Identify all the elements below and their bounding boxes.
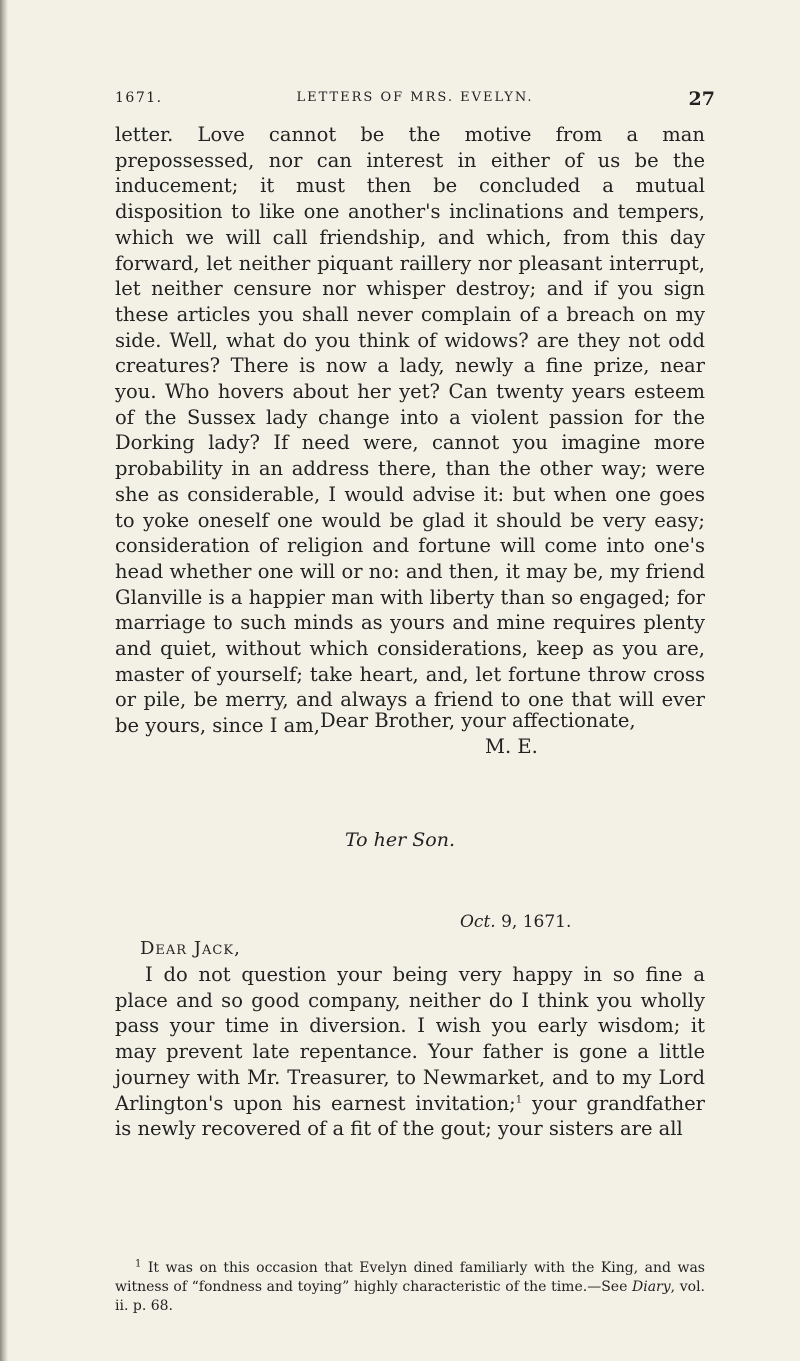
footnote-paragraph — [115, 1259, 705, 1316]
footnote — [115, 1259, 705, 1316]
letter-heading: To her Son. — [344, 829, 455, 851]
date-month: Oct. — [460, 912, 496, 932]
running-head-year: 1671. — [115, 90, 163, 106]
first-letter-body — [115, 122, 705, 739]
footnote-text-part2: , vol. ii. p. 68. — [115, 1279, 706, 1314]
letter-date — [460, 912, 571, 932]
second-letter-text-part2: your grandfather is newly recovered of a fit of the gout; your sisters are all — [115, 1091, 705, 1141]
page-number: 27 — [688, 88, 715, 110]
letter-signature: M. E. — [485, 735, 538, 758]
first-letter-paragraph: letter. Love cannot be the motive from a man prepossessed, nor can interest in either of us be the inducement; it must then be concluded a mutual disposition to like one another's inclinations and tempers, which we will call friendship, and which, from this day forward, let neither piquant raillery nor pleasant interrupt, let neither censure nor whisper destroy; and if you sign these articles you shall never complain of a breach on my side. Well, what do you think of widows? are they not odd creatures? There is now a lady, newly a fine prize, near you. Who hovers about her yet? Can twenty years esteem of the Sussex lady change into a violent passion for the Dorking lady? If need were, cannot you imagine more probability in an address there, than the other way; were she as considerable, I would advise it: but when one goes to yoke oneself one would be glad it should be very easy; consideration of religion and fortune will come into one's head whether one will or no: and then, it may be, my friend Glanville is a happier man with liberty than so engaged; for marriage to such minds as yours and mine requires plenty and quiet, without which considerations, keep as you are, master of yourself; take heart, and, let fortune throw cross or pile, be merry, and always a friend to one that will ever be yours, since I am, — [115, 123, 705, 738]
second-letter-text-part1: I do not question your being very happy in so fine a place and so good company, neither do I think you wholly pass your time in diversion. I wish you early wisdom; it may prevent late repentance. Your father is gone a little journey with Mr. Treasurer, to Newmarket, and to my Lord Arlington's upon his earnest invitation; — [115, 963, 705, 1115]
running-head — [115, 88, 715, 112]
footnote-reference[interactable]: 1 — [515, 1094, 523, 1106]
footnote-text-part1: It was on this occasion that Evelyn dined familiarly with the King, and was witness of “fondness and toying” highly characteristic of the time.—See — [115, 1260, 705, 1295]
running-head-title: LETTERS OF MRS. EVELYN. — [296, 90, 534, 105]
footnote-source-title: Diary — [632, 1279, 671, 1295]
second-letter-paragraph — [115, 962, 705, 1142]
letter-salutation: Dear Jack, — [140, 938, 241, 959]
letter-closing: Dear Brother, your affectionate, — [320, 709, 636, 732]
footnote-mark: 1 — [135, 1258, 142, 1270]
date-day-year: 9, 1671. — [495, 912, 572, 932]
second-letter-body — [115, 962, 705, 1142]
